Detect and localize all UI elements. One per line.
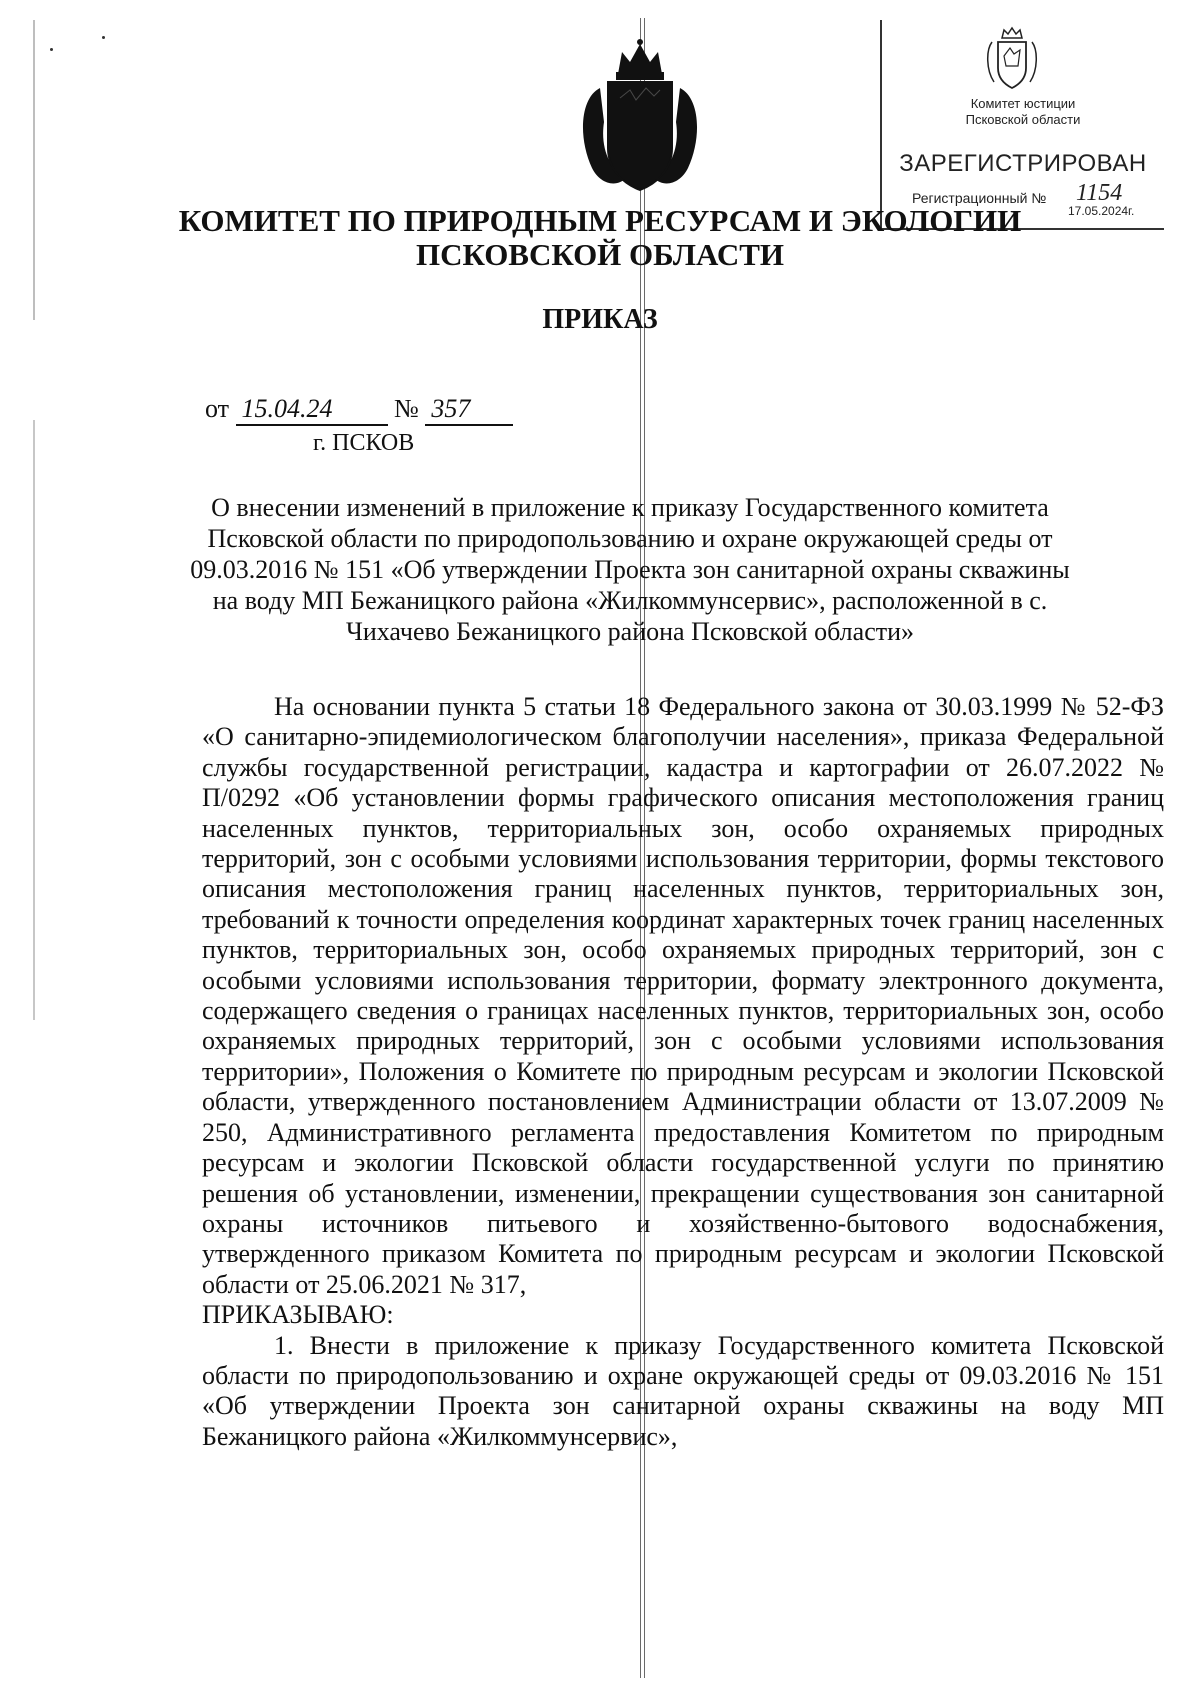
order-body [202, 692, 1164, 1452]
order-subject: О внесении изменений в приложение к приказу Государственного комитета Псковской области по природопользованию и охране окружающей среды от 09.03.2016 № 151 «Об утверждении Проекта зон санитарной охраны скважины на воду МП Бежаницкого района «Жилкоммунсервис», расположенной в с. Чихачево Бежаницкого района Псковской области» [190, 493, 1070, 646]
coat-of-arms-icon [570, 38, 710, 198]
body-command: ПРИКАЗЫВАЮ: [202, 1300, 394, 1330]
scan-speck [102, 36, 105, 39]
stamp-org-line2: Псковской области [965, 112, 1081, 127]
committee-name-line2: ПСКОВСКОЙ ОБЛАСТИ [415, 237, 785, 272]
stamp-status: ЗАРЕГИСТРИРОВАН [899, 150, 1147, 177]
body-preamble: На основании пункта 5 статьи 18 Федерального закона от 30.03.1999 № 52-ФЗ «О санитарно-эпидемиологическом благополучии населения», приказа Федеральной службы государственной регистрации, кадастра и картографии от 26.07.2022 № П/0292 «Об установлении формы графического описания местоположения границ населенных пунктов, территориальных зон, особо охраняемых природных территорий, зон с особыми условиями использования территории, формы текстового описания местоположения границ населенных пунктов, территориальных зон, требований к точности определения координат характерных точек границ населенных пунктов, территориальных зон, особо охраняемых природных территорий, зон с особыми условиями использования территории, формату электронного документа, содержащего сведения о границах населенных пунктов, территориальных зон, особо охраняемых природных территорий, зон с особыми условиями использования территории», Положения о Комитете по природным ресурсам и экологии Псковской области, утвержденного постановлением Администрации области от 13.07.2009 № 250, Административного регламента предоставления Комитетом по природным ресурсам и экологии Псковской области государственной услуги по принятию решения об установлении, изменении, прекращении существования зон санитарной охраны источников питьевого и хозяйственно-бытового водоснабжения, утвержденного приказом Комитета по природным ресурсам и экологии Псковской области от 25.06.2021 № 317, [202, 692, 1164, 1299]
order-date: 15.04.24 [236, 394, 388, 426]
document-type-title: ПРИКАЗ [542, 304, 658, 335]
stamp-reg-label: Регистрационный № [912, 190, 1047, 206]
stamp-org-line1: Комитет юстиции [970, 96, 1076, 111]
registration-stamp [880, 20, 1164, 230]
committee-name-line1: КОМИТЕТ ПО ПРИРОДНЫМ РЕСУРСАМ И ЭКОЛОГИИ [178, 203, 1022, 238]
city-label: г. ПСКОВ [313, 430, 415, 456]
order-date-number [205, 394, 513, 426]
stamp-coat-of-arms-icon [984, 26, 1040, 92]
stamp-date: 17.05.2024г. [1068, 204, 1135, 218]
number-prefix: № [394, 394, 419, 423]
stamp-organization [882, 96, 1164, 128]
date-prefix: от [205, 394, 230, 423]
stamp-reg-number: 1154 [1076, 180, 1123, 206]
body-item-1: 1. Внести в приложение к приказу Государственного комитета Псковской области по природопользованию и охране окружающей среды от 09.03.2016 № 151 «Об утверждении Проекта зон санитарной охраны скважины на воду МП Бежаницкого района «Жилкоммунсервис», [202, 1330, 1164, 1451]
order-number: 357 [425, 394, 513, 426]
scan-speck [50, 48, 53, 51]
scan-artifact-left [33, 20, 35, 1020]
